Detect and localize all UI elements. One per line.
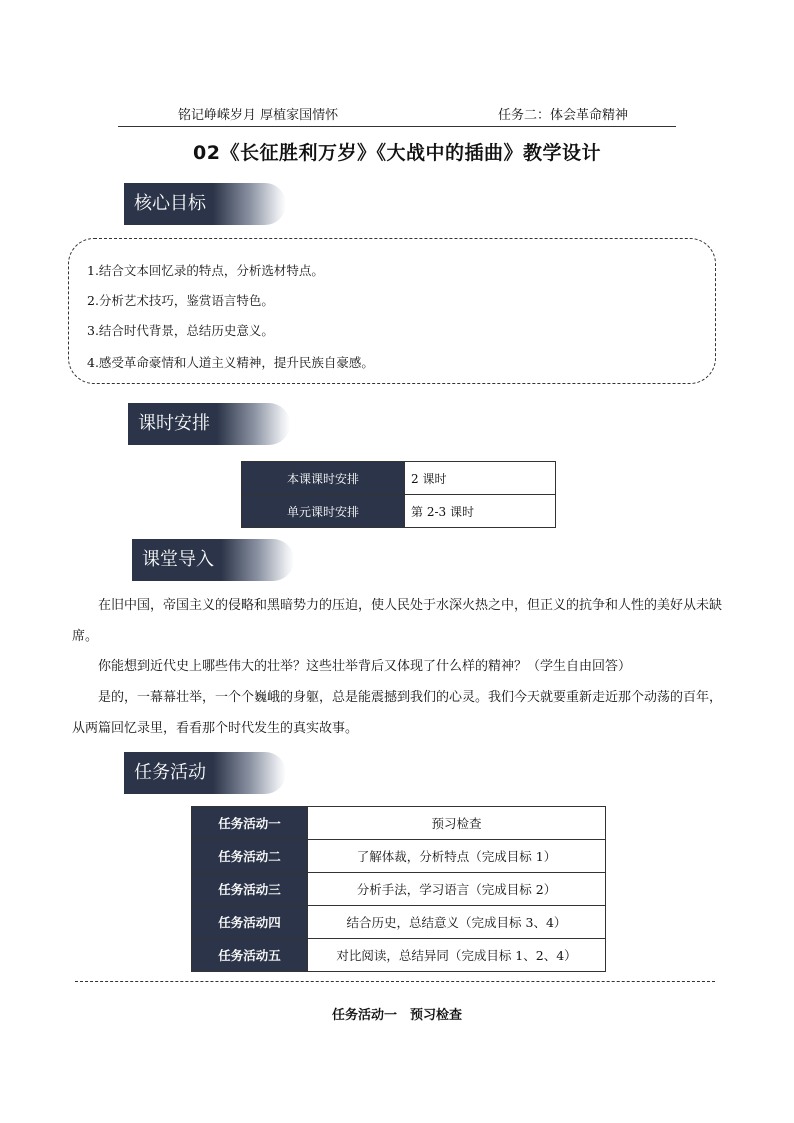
goal-item: 2.分析艺术技巧，鉴赏语言特色。 <box>87 293 274 308</box>
table-row <box>242 495 556 528</box>
table-row <box>242 462 556 495</box>
goals-box <box>68 238 716 384</box>
section-goals-heading: 核心目标 <box>124 183 286 225</box>
table-row <box>192 906 606 939</box>
goal-item: 3.结合时代背景，总结历史意义。 <box>87 323 274 338</box>
task-value: 结合历史，总结意义（完成目标 3、4） <box>308 906 606 939</box>
table-row <box>192 840 606 873</box>
document-title: 02《长征胜利万岁》《大战中的插曲》教学设计 <box>193 142 601 164</box>
schedule-label: 本课课时安排 <box>242 462 405 495</box>
tasks-table <box>191 806 606 972</box>
schedule-table <box>241 461 556 528</box>
schedule-value: 2 课时 <box>405 462 556 495</box>
section-intro-heading: 课堂导入 <box>132 539 294 581</box>
table-row <box>192 807 606 840</box>
subheading: 任务活动一 预习检查 <box>331 1008 462 1023</box>
dashed-divider <box>75 981 715 982</box>
task-label: 任务活动四 <box>192 906 308 939</box>
schedule-value: 第 2-3 课时 <box>405 495 556 528</box>
table-row <box>192 939 606 972</box>
task-value: 分析手法，学习语言（完成目标 2） <box>308 873 606 906</box>
intro-paragraph: 你能想到近代史上哪些伟大的壮举？这些壮举背后又体现了什么样的精神？（学生自由回答） <box>98 659 632 674</box>
task-value: 预习检查 <box>308 807 606 840</box>
header-left-text: 铭记峥嵘岁月 厚植家国情怀 <box>178 108 339 123</box>
task-value: 对比阅读，总结异同（完成目标 1、2、4） <box>308 939 606 972</box>
goal-item: 1.结合文本回忆录的特点，分析选材特点。 <box>87 263 324 278</box>
task-value: 了解体裁，分析特点（完成目标 1） <box>308 840 606 873</box>
schedule-label: 单元课时安排 <box>242 495 405 528</box>
task-label: 任务活动一 <box>192 807 308 840</box>
intro-paragraph: 是的，一幕幕壮举，一个个巍峨的身躯，总是能震撼到我们的心灵。我们今天就要重新走近那个动荡的百年，从两篇回忆录里，看看那个时代发生的真实故事。 <box>72 690 723 736</box>
header-right-text: 任务二：体会革命精神 <box>497 108 628 123</box>
goal-item: 4.感受革命豪情和人道主义精神，提升民族自豪感。 <box>87 355 374 370</box>
section-tasks-heading: 任务活动 <box>124 752 286 794</box>
task-label: 任务活动五 <box>192 939 308 972</box>
task-label: 任务活动二 <box>192 840 308 873</box>
page-header <box>118 100 676 127</box>
table-row <box>192 873 606 906</box>
section-schedule-heading: 课时安排 <box>128 403 290 445</box>
intro-paragraph: 在旧中国，帝国主义的侵略和黑暗势力的压迫，使人民处于水深火热之中，但正义的抗争和人性的美好从未缺席。 <box>72 598 723 644</box>
task-label: 任务活动三 <box>192 873 308 906</box>
